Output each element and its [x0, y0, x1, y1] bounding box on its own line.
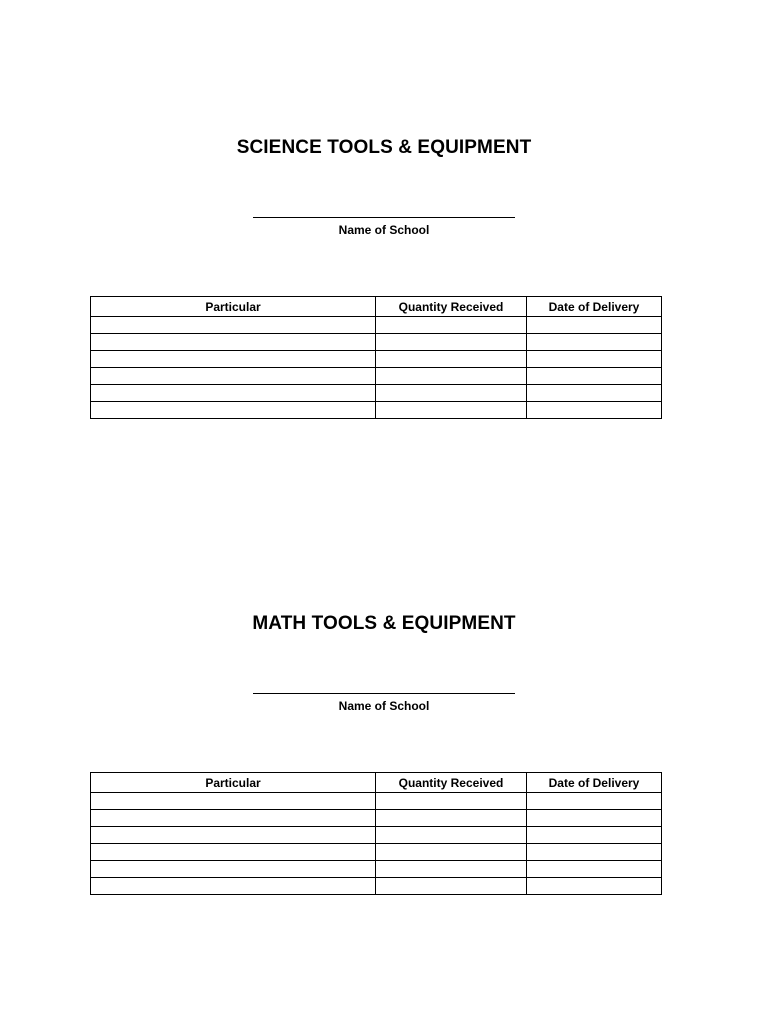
table-row [91, 827, 662, 844]
table-cell [376, 844, 527, 861]
table-row [91, 351, 662, 368]
table-cell [376, 385, 527, 402]
column-header-quantity: Quantity Received [376, 773, 527, 793]
table-cell [91, 402, 376, 419]
table-row [91, 334, 662, 351]
column-header-date: Date of Delivery [527, 297, 662, 317]
table-cell [376, 810, 527, 827]
table-cell [91, 334, 376, 351]
table-cell [527, 334, 662, 351]
table-cell [527, 793, 662, 810]
table-row [91, 810, 662, 827]
school-name-label: Name of School [338, 223, 430, 237]
table-row [91, 402, 662, 419]
column-header-particular: Particular [91, 773, 376, 793]
table-header-row [91, 297, 662, 317]
table-row [91, 317, 662, 334]
table-cell [527, 844, 662, 861]
table-cell [91, 810, 376, 827]
table-cell [527, 861, 662, 878]
table-cell [527, 878, 662, 895]
table-cell [91, 827, 376, 844]
column-header-quantity: Quantity Received [376, 297, 527, 317]
school-name-label: Name of School [338, 699, 430, 713]
table-cell [527, 385, 662, 402]
table-cell [527, 827, 662, 844]
section-title: MATH TOOLS & EQUIPMENT [252, 613, 516, 634]
table-cell [527, 317, 662, 334]
table-cell [527, 402, 662, 419]
table-row [91, 793, 662, 810]
table-row [91, 878, 662, 895]
table-cell [91, 317, 376, 334]
table-cell [91, 878, 376, 895]
table-cell [91, 368, 376, 385]
table-row [91, 861, 662, 878]
table-cell [91, 351, 376, 368]
table-row [91, 385, 662, 402]
inventory-table [90, 296, 662, 419]
table-cell [91, 844, 376, 861]
table-cell [376, 827, 527, 844]
table-cell [376, 793, 527, 810]
column-header-particular: Particular [91, 297, 376, 317]
table-cell [376, 368, 527, 385]
table-row [91, 844, 662, 861]
school-name-line [253, 217, 515, 218]
school-name-line [253, 693, 515, 694]
table-cell [376, 351, 527, 368]
table-cell [527, 810, 662, 827]
table-cell [376, 861, 527, 878]
inventory-table [90, 772, 662, 895]
table-cell [91, 793, 376, 810]
table-row [91, 368, 662, 385]
table-cell [91, 861, 376, 878]
table-cell [376, 334, 527, 351]
table-cell [527, 368, 662, 385]
table-header-row [91, 773, 662, 793]
table-cell [91, 385, 376, 402]
table-cell [376, 402, 527, 419]
table-cell [527, 351, 662, 368]
table-cell [376, 317, 527, 334]
column-header-date: Date of Delivery [527, 773, 662, 793]
section-title: SCIENCE TOOLS & EQUIPMENT [236, 137, 532, 158]
table-cell [376, 878, 527, 895]
